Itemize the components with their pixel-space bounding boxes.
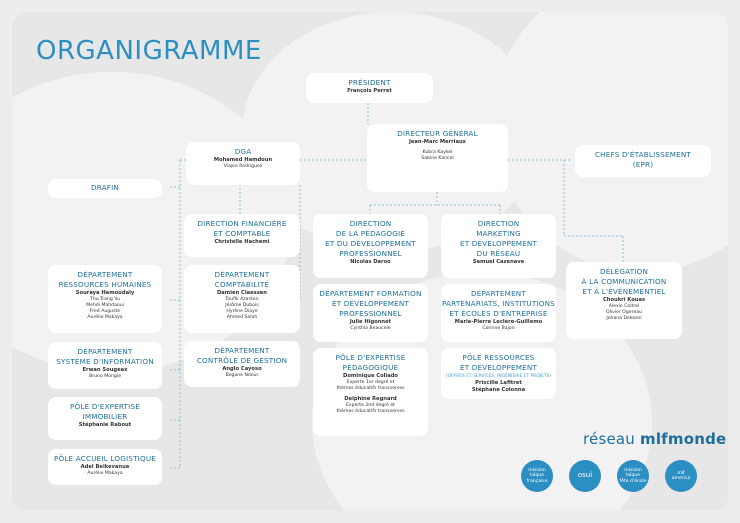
- chefs-title: CHEFS D'ÉTABLISSEMENT (EPR): [594, 150, 692, 169]
- pole-expertise-note: thèmes éducatifs transverses: [336, 386, 405, 391]
- pole-logi-title: PÔLE ACCUEIL LOGISTIQUE: [53, 454, 157, 463]
- pole-immo-name: Stéphanie Rabout: [78, 422, 132, 428]
- pole-expertise-name: Dominique Collado: [343, 373, 398, 379]
- page-title: ORGANIGRAMME: [36, 36, 262, 66]
- drafin-title: DRAFIN: [91, 183, 119, 192]
- delegation-member: Johana Dekoesi: [606, 316, 642, 321]
- pole-expertise-name-2: Delphine Regnard: [344, 396, 397, 402]
- pole-logistique-box: [48, 449, 162, 485]
- pole-ressources-member: Stéphane Colonna: [471, 387, 526, 393]
- delegation-communication-box: [566, 262, 682, 339]
- dept-controle-title: DÉPARTEMENT CONTRÔLE DE GESTION: [196, 346, 288, 365]
- mission-laique-francaise-logo: mission laïque française: [521, 460, 553, 492]
- president-box: [306, 73, 433, 103]
- pole-expertise-note: Experte 2nd degré et: [346, 403, 395, 408]
- dir-fin-title: DIRECTION FINANCIÈRE ET COMPTABLE: [197, 219, 287, 238]
- pole-ressources-name: Priscille Lafitret: [475, 380, 522, 386]
- dept-compta-member: Ahmed Salah: [226, 315, 258, 320]
- dir-fin-name: Christelle Hachemi: [214, 239, 270, 245]
- pole-logi-name: Adel Belkevanue: [80, 464, 130, 470]
- delegation-title: DÉLÉGATION À LA COMMUNICATION ET À L'ÉVÉNEMENTIEL: [581, 267, 667, 296]
- dept-compta-member: Hyrène Diaye: [226, 309, 258, 314]
- dept-compta-name: Damien Claessen: [217, 290, 267, 296]
- pole-immo-title: PÔLE D'EXPERTISE IMMOBILIER: [70, 402, 140, 421]
- dept-rh-member: Fred Auguste: [89, 309, 121, 314]
- dept-controle-member: Begane Ndour: [225, 373, 259, 378]
- direction-marketing-box: [441, 214, 556, 278]
- dir-mkt-name: Samuel Cazenave: [472, 259, 525, 265]
- dept-controle-name: Anglo Cayoso: [222, 366, 262, 372]
- pole-expertise-note: Experte 1er degré et: [346, 380, 395, 385]
- delegation-member: Olivier Ogereau: [605, 310, 643, 315]
- pole-expertise-title: PÔLE D'EXPERTISE PÉDAGOGIQUE: [335, 353, 406, 372]
- dept-rh-member: Mehdi Mahdaoui: [86, 303, 124, 308]
- dept-formation-box: [313, 284, 428, 342]
- chefs-etablissement-box: [575, 145, 711, 177]
- director-general-box: [367, 124, 508, 192]
- pole-immobilier-box: [48, 397, 162, 440]
- dept-partenariats-title: DÉPARTEMENT PARTENARIATS, INSTITUTIONS ET ÉCOLES D'ENTREPRISE: [441, 289, 555, 318]
- dga-box: [186, 142, 300, 185]
- dir-mkt-title: DIRECTION MARKETING ET DÉVELOPPEMENT DU RÉSEAU: [459, 219, 538, 258]
- president-title: PRÉSIDENT: [348, 78, 391, 87]
- dept-partenariats-member: Corinne Bajon: [482, 326, 515, 331]
- dga-name: Mohamed Hamdoun: [213, 157, 273, 163]
- pole-logi-member: Aurélie Makaya: [87, 471, 123, 476]
- dg-name: Jean-Marc Merriaux: [408, 139, 466, 145]
- dept-rh-name: Souraya Hamoudaly: [75, 290, 135, 296]
- dept-si-box: [48, 342, 162, 389]
- pole-expertise-note: thèmes éducatifs transverses: [336, 409, 405, 414]
- dept-comptabilite-box: [184, 265, 300, 333]
- dept-rh-box: [48, 265, 162, 333]
- president-name: François Perret: [347, 88, 392, 94]
- dept-formation-member: Cynthia Beaucele: [350, 326, 391, 331]
- mlf-america-logo: mlf america: [665, 460, 697, 492]
- delegation-member: Alexie Coltrel: [608, 304, 640, 309]
- dg-member: Kubra Kaykel: [422, 150, 453, 155]
- dept-controle-gestion-box: [184, 341, 300, 387]
- reseau-mlfmonde-logo: réseau mlfmonde: [583, 430, 727, 448]
- dept-partenariats-name: Marie-Pierre Leclère-Guillemo: [454, 319, 543, 325]
- dir-ped-name: Nicolas Daroo: [350, 259, 391, 265]
- direction-financiere-box: [184, 214, 300, 257]
- delegation-name: Choukri Kouas: [602, 297, 646, 303]
- dept-rh-member: Thu Trang Vu: [90, 297, 120, 302]
- dept-compta-title: DÉPARTEMENT COMPTABILITÉ: [214, 270, 270, 289]
- dga-title: DGA: [234, 147, 252, 156]
- dept-rh-title: DÉPARTEMENT RESSOURCES HUMAINES: [58, 270, 152, 289]
- dept-si-title: DÉPARTEMENT SYSTÈME D'INFORMATION: [56, 347, 154, 366]
- dg-title: DIRECTEUR GÉNÉRAL: [397, 129, 478, 138]
- dept-compta-member: Toufik Azarkan: [225, 297, 259, 302]
- pole-ressources-box: [441, 348, 556, 399]
- dept-rh-member: Aurélie Makaya: [87, 315, 123, 320]
- dept-compta-member: Jérôme Dubois: [225, 303, 259, 308]
- dga-member: Viajea Rodriguez: [223, 164, 263, 169]
- dept-partenariats-box: [441, 284, 556, 342]
- dir-ped-title: DIRECTION DE LA PÉDAGOGIE ET DU DÉVELOPPEMENT PROFESSIONNEL: [325, 219, 416, 258]
- dept-formation-title: DÉPARTEMENT FORMATION ET DÉVELOPPEMENT PROFESSIONNEL: [319, 289, 422, 318]
- mission-laique-fete-logo: mission laïque fête d'école: [617, 460, 649, 492]
- pole-expertise-pedagogique-box: [313, 348, 428, 436]
- pole-ressources-title: PÔLE RESSOURCES ET DÉVELOPPEMENT: [459, 353, 538, 372]
- pole-ressources-subtitle: (OFFRES ET SERVICES, INGÉNIERIE ET PROJETS): [445, 374, 552, 379]
- direction-pedagogie-box: [313, 214, 428, 278]
- dept-si-member: Bruno Mongie: [89, 374, 121, 379]
- dept-formation-name: Julie Higonnet: [349, 319, 392, 325]
- osui-logo: osui: [569, 460, 601, 492]
- dg-member: Sabine Kancel: [421, 156, 454, 161]
- dept-si-name: Erwan Sougeax: [82, 367, 128, 373]
- drafin-box: [48, 179, 162, 198]
